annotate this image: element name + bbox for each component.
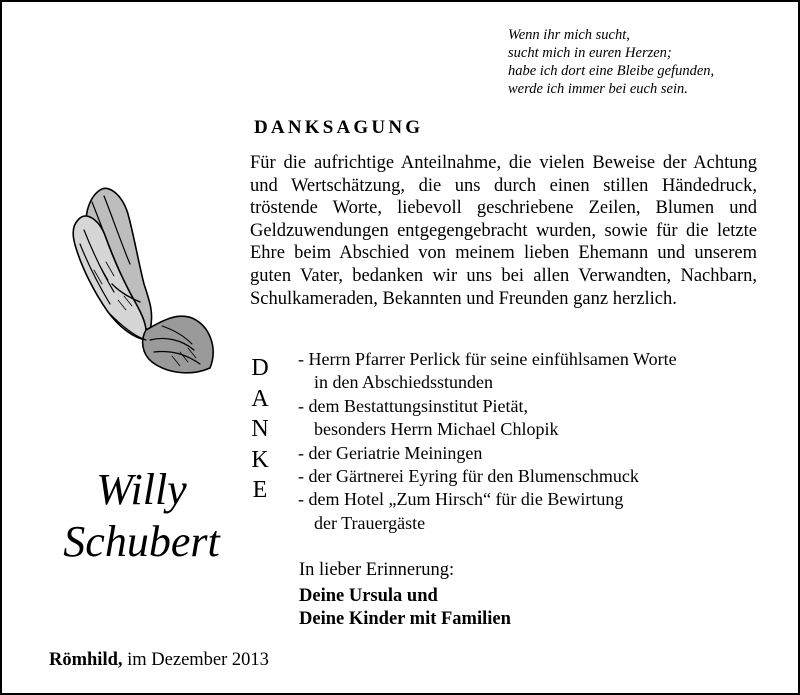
danke-letter: K xyxy=(251,446,269,473)
thanks-paragraph: Für die aufrichtige Anteilnahme, die vielen Beweise der Achtung und Wertschätzung, die uns durch einen stillen Händedruck, tröstende Worte, liebevoll geschriebene Zeilen, Blumen und Geldzuwendungen entgegengebracht wurden, sowie für die letzte Ehre beim Abschied von meinem lieben Ehemann und unserem guten Vater, bedanken wir uns bei allen Verwandten, Nachbarn, Schulkameraden, Bekannten und Freunden ganz herzlich. xyxy=(250,153,757,309)
poem-line: werde ich immer bei euch sein. xyxy=(508,81,688,97)
place-date xyxy=(49,650,269,671)
signer-line: Deine Kinder mit Familien xyxy=(299,608,511,629)
danke-letter: E xyxy=(252,477,268,503)
memory-line: In lieber Erinnerung: xyxy=(299,560,455,580)
thanks-line: der Trauergäste xyxy=(314,512,426,533)
danke-letter: D xyxy=(251,355,269,381)
deceased-last-name: Schubert xyxy=(63,517,220,566)
danke-letter: A xyxy=(251,385,269,412)
heading: DANKSAGUNG xyxy=(254,117,424,138)
thanks-line: - dem Bestattungsinstitut Pietät, xyxy=(298,395,528,416)
thanks-list xyxy=(298,348,768,535)
thanks-line: - dem Hotel „Zum Hirsch“ für die Bewirtung xyxy=(298,489,624,510)
date: im Dezember 2013 xyxy=(127,650,269,670)
danke-letter: N xyxy=(251,416,269,442)
signers xyxy=(299,585,511,630)
thanks-line: in den Abschiedsstunden xyxy=(314,372,493,393)
thanks-line: - der Geriatrie Meiningen xyxy=(298,442,483,463)
thanks-line: - der Gärtnerei Eyring für den Blumenschmuck xyxy=(298,466,639,487)
thanks-line: besonders Herrn Michael Chlopik xyxy=(314,419,559,440)
place: Römhild, xyxy=(49,650,123,670)
deceased-first-name: Willy xyxy=(96,465,187,514)
danke-vertical xyxy=(246,353,274,506)
signer-line: Deine Ursula und xyxy=(299,586,438,606)
poem-line: habe ich dort eine Bleibe gefunden, xyxy=(508,63,715,79)
praying-hands-icon xyxy=(42,180,222,380)
deceased-name xyxy=(34,464,249,568)
thanks-line: - Herrn Pfarrer Perlick für seine einfühlsamen Worte xyxy=(298,349,677,369)
poem xyxy=(508,26,788,98)
poem-line: Wenn ihr mich sucht, xyxy=(508,27,630,43)
poem-line: sucht mich in euren Herzen; xyxy=(508,45,672,61)
